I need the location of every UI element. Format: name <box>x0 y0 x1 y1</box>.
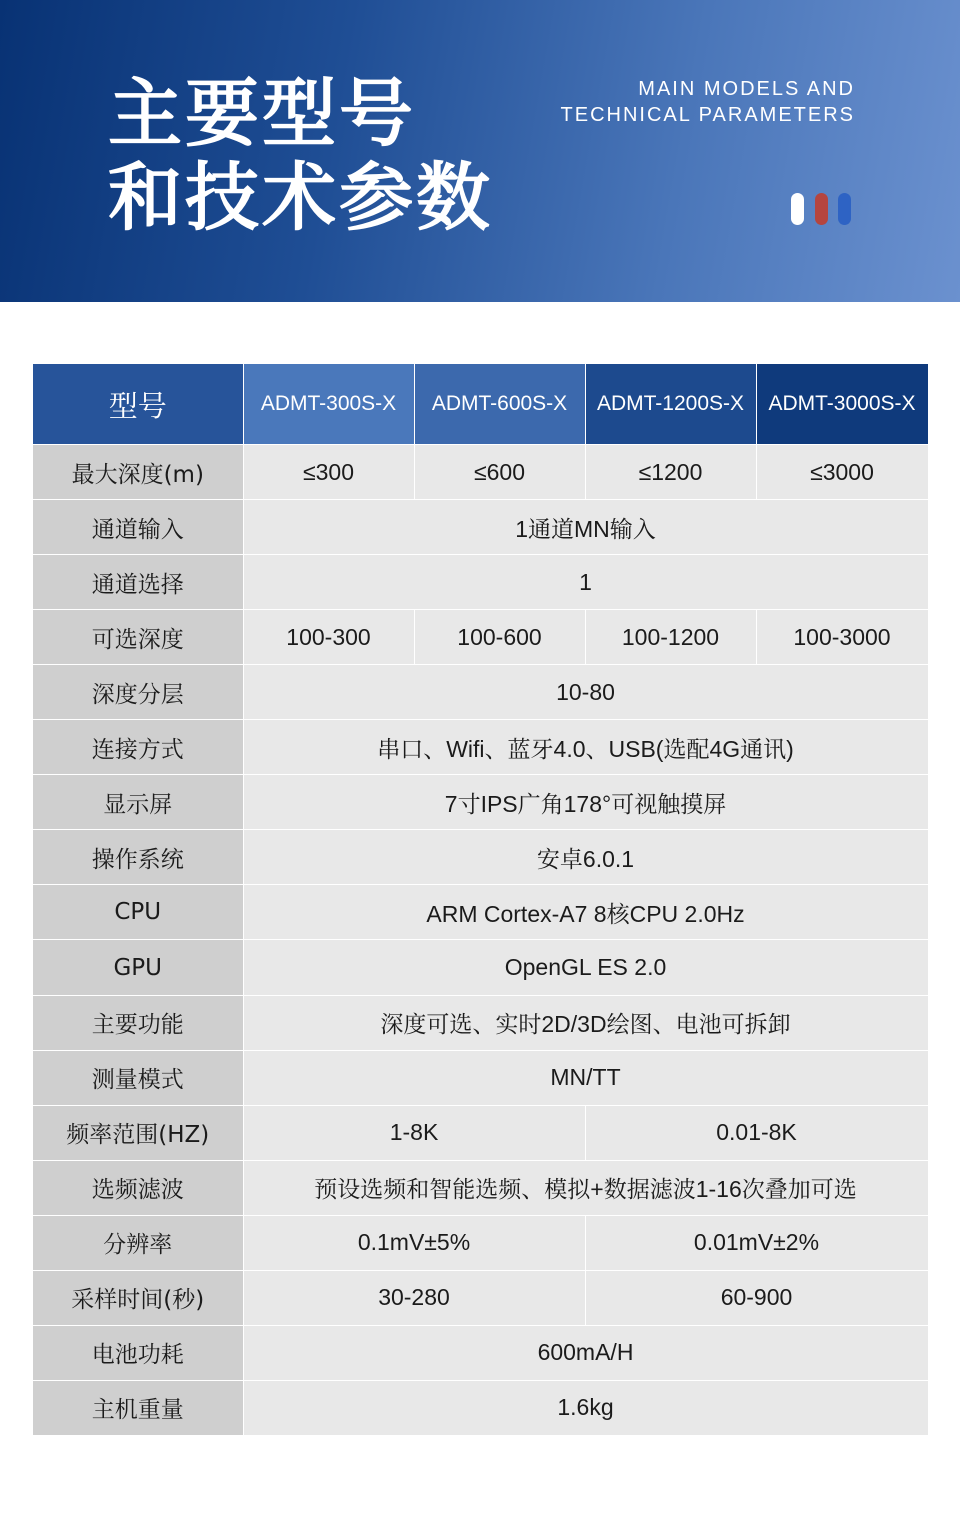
row-label: 主要功能 <box>33 995 243 1050</box>
table-row <box>33 940 928 995</box>
header-model-label: 型号 <box>33 364 243 445</box>
row-value: 100-600 <box>414 610 585 665</box>
table-row <box>33 610 928 665</box>
row-label: CPU <box>33 885 243 940</box>
row-value: 安卓6.0.1 <box>243 830 928 885</box>
row-value: ≤3000 <box>756 445 928 500</box>
row-value: 1.6kg <box>243 1380 928 1435</box>
row-value: 深度可选、实时2D/3D绘图、电池可拆卸 <box>243 995 928 1050</box>
row-value: OpenGL ES 2.0 <box>243 940 928 995</box>
row-value: 1通道MN输入 <box>243 500 928 555</box>
table-header-row <box>33 364 928 445</box>
table-row <box>33 995 928 1050</box>
table-row <box>33 665 928 720</box>
row-value: 0.01-8K <box>585 1105 928 1160</box>
spec-table <box>33 364 929 1436</box>
row-label: 电池功耗 <box>33 1325 243 1380</box>
row-value: 100-3000 <box>756 610 928 665</box>
subtitle-line-2: TECHNICAL PARAMETERS <box>560 104 855 126</box>
row-value: 1 <box>243 555 928 610</box>
row-label: 连接方式 <box>33 720 243 775</box>
row-value: ≤300 <box>243 445 414 500</box>
header-banner <box>0 0 960 302</box>
subtitle-line-1: MAIN MODELS AND <box>638 78 855 100</box>
dot-white <box>791 193 804 225</box>
row-value: 10-80 <box>243 665 928 720</box>
row-label: 可选深度 <box>33 610 243 665</box>
row-label: 最大深度(m) <box>33 445 243 500</box>
table-row <box>33 775 928 830</box>
row-label: 操作系统 <box>33 830 243 885</box>
row-label: 通道输入 <box>33 500 243 555</box>
title-line-1: 主要型号 <box>108 71 416 157</box>
table-row <box>33 1325 928 1380</box>
row-label: 主机重量 <box>33 1380 243 1435</box>
page-title <box>108 72 493 240</box>
table-row <box>33 720 928 775</box>
row-value: 60-900 <box>585 1270 928 1325</box>
page-subtitle <box>561 76 855 128</box>
row-label: 分辨率 <box>33 1215 243 1270</box>
row-value: 600mA/H <box>243 1325 928 1380</box>
table-row <box>33 555 928 610</box>
header-model-name: ADMT-600S-X <box>414 364 585 445</box>
row-value: ≤1200 <box>585 445 756 500</box>
row-value: 预设选频和智能选频、模拟+数据滤波1-16次叠加可选 <box>243 1160 928 1215</box>
row-value: 7寸IPS广角178°可视触摸屏 <box>243 775 928 830</box>
title-line-2: 和技术参数 <box>108 155 493 241</box>
row-value: 100-1200 <box>585 610 756 665</box>
header-model-name: ADMT-300S-X <box>243 364 414 445</box>
row-label: 频率范围(HZ) <box>33 1105 243 1160</box>
row-label: 显示屏 <box>33 775 243 830</box>
table-row <box>33 1270 928 1325</box>
row-label: GPU <box>33 940 243 995</box>
header-model-name: ADMT-3000S-X <box>756 364 928 445</box>
header-model-name: ADMT-1200S-X <box>585 364 756 445</box>
table-row <box>33 1215 928 1270</box>
row-label: 通道选择 <box>33 555 243 610</box>
row-value: 30-280 <box>243 1270 585 1325</box>
table-row <box>33 885 928 940</box>
table-row <box>33 1380 928 1435</box>
row-value: 0.1mV±5% <box>243 1215 585 1270</box>
row-value: 100-300 <box>243 610 414 665</box>
dot-blue <box>838 193 851 225</box>
row-value: 1-8K <box>243 1105 585 1160</box>
decorative-dots <box>791 193 861 227</box>
row-label: 测量模式 <box>33 1050 243 1105</box>
row-value: 串口、Wifi、蓝牙4.0、USB(选配4G通讯) <box>243 720 928 775</box>
table-row <box>33 1160 928 1215</box>
table-row <box>33 1050 928 1105</box>
row-value: MN/TT <box>243 1050 928 1105</box>
row-label: 采样时间(秒) <box>33 1270 243 1325</box>
row-label: 选频滤波 <box>33 1160 243 1215</box>
table-row <box>33 1105 928 1160</box>
table-row <box>33 445 928 500</box>
row-value: ≤600 <box>414 445 585 500</box>
dot-red <box>815 193 828 225</box>
table-row <box>33 500 928 555</box>
table-row <box>33 830 928 885</box>
row-value: 0.01mV±2% <box>585 1215 928 1270</box>
row-value: ARM Cortex-A7 8核CPU 2.0Hz <box>243 885 928 940</box>
row-label: 深度分层 <box>33 665 243 720</box>
